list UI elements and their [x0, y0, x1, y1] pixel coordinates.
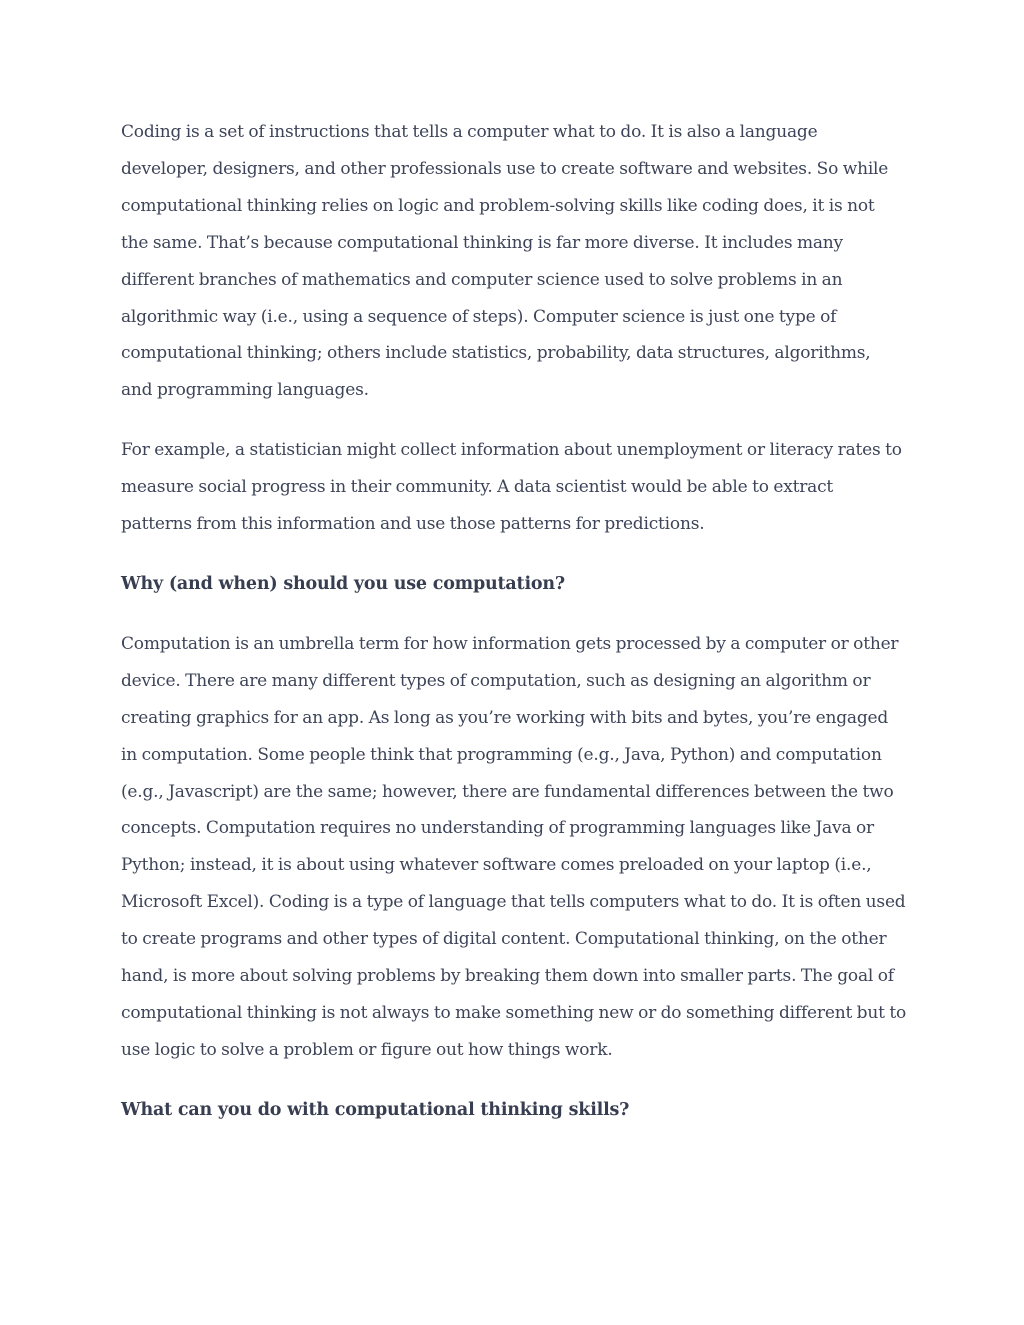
section-heading-what-can-you-do: What can you do with computational thinking skills? — [121, 1099, 630, 1120]
section-heading-why-use-computation: Why (and when) should you use computation? — [121, 573, 565, 594]
paragraph-coding-definition: Coding is a set of instructions that tells a computer what to do. It is also a language developer, designers, and other professionals use to create software and websites. So while computational thinking relies on logic and problem-solving skills like coding does, it is not the same. That’s because computational thinking is far more diverse. It includes many different branches of mathematics and computer science used to solve problems in an algorithmic way (i.e., using a sequence of steps). Computer science is just one type of computational thinking; others include statistics, probability, data structures, algorithms, and programming languages. — [121, 122, 889, 401]
document-body — [121, 114, 906, 1152]
paragraph-computation-explained: Computation is an umbrella term for how information gets processed by a computer or other device. There are many different types of computation, such as designing an algorithm or creating graphics for an app. As long as you’re working with bits and bytes, you’re engaged in computation. Some people think that programming (e.g., Java, Python) and computation (e.g., Javascript) are the same; however, there are fundamental differences between the two concepts. Computation requires no understanding of programming languages like Java or Python; instead, it is about using whatever software comes preloaded on your laptop (i.e., Microsoft Excel). Coding is a type of language that tells computers what to do. It is often used to create programs and other types of digital content. Computational thinking, on the other hand, is more about solving problems by breaking them down into smaller parts. The goal of computational thinking is not always to make something new or do something different but to use logic to solve a problem or figure out how things work. — [121, 633, 907, 1060]
paragraph-statistician-example: For example, a statistician might collect information about unemployment or literacy rates to measure social progress in their community. A data scientist would be able to extract patterns from this information and use those patterns for predictions. — [121, 440, 902, 535]
